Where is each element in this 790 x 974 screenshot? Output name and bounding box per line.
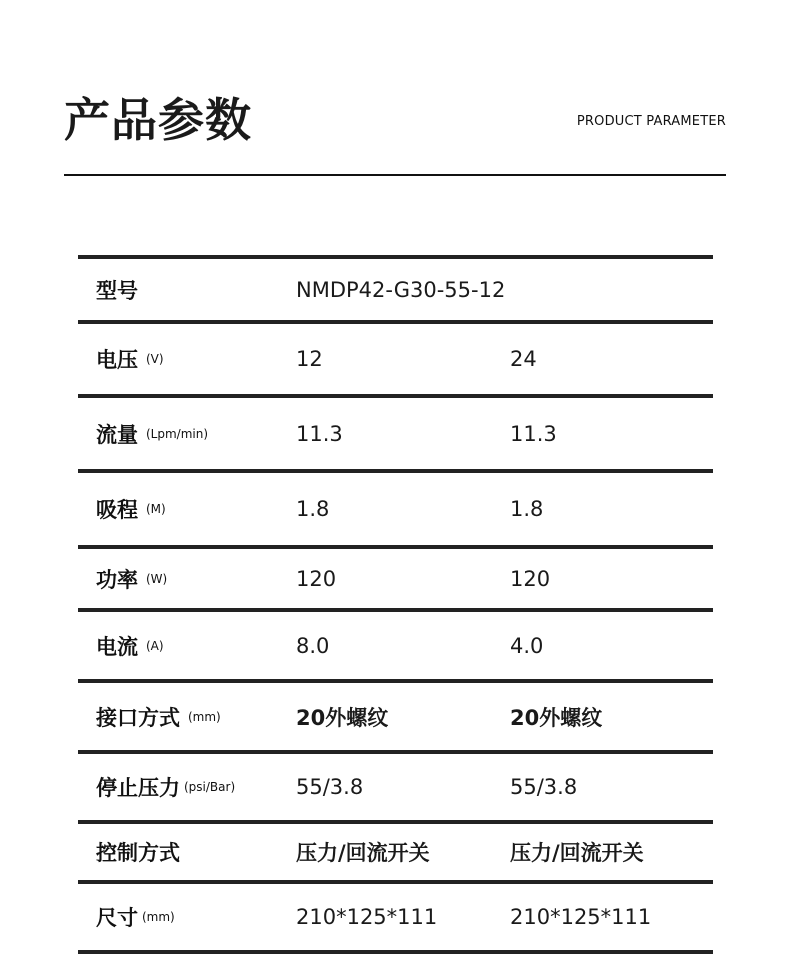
spec-value-1: 压力/回流开关 xyxy=(296,841,430,865)
spec-unit: (psi/Bar) xyxy=(184,780,236,794)
spec-value-cell xyxy=(296,549,336,608)
spec-value-2: 压力/回流开关 xyxy=(510,841,644,865)
spec-value-cell xyxy=(296,754,363,820)
spec-table xyxy=(78,255,713,954)
spec-value-2: 4.0 xyxy=(510,633,544,658)
spec-value-2: 24 xyxy=(510,347,537,371)
spec-row-voltage xyxy=(78,324,713,398)
spec-row-current xyxy=(78,612,713,683)
spec-label: 型号 xyxy=(96,278,138,303)
header-divider xyxy=(64,174,726,176)
spec-value-2: 210*125*111 xyxy=(510,905,652,929)
spec-value-cell xyxy=(296,473,329,545)
spec-value-1: 12 xyxy=(296,347,323,371)
spec-row-control-mode xyxy=(78,824,713,884)
spec-value-2: 120 xyxy=(510,566,551,591)
spec-label-cell xyxy=(96,398,208,469)
spec-row-connection xyxy=(78,683,713,754)
spec-label: 接口方式 xyxy=(96,705,180,730)
spec-label-cell xyxy=(96,324,164,394)
spec-value-cell xyxy=(510,549,550,608)
spec-value-2: 1.8 xyxy=(510,497,544,521)
spec-label-cell xyxy=(96,683,221,750)
spec-value-2: 20外螺纹 xyxy=(510,705,603,730)
spec-unit: (mm) xyxy=(188,709,221,724)
spec-value-cell xyxy=(510,683,602,750)
spec-row-suction-lift xyxy=(78,473,713,549)
spec-unit: (W) xyxy=(146,571,168,586)
spec-value-cell xyxy=(510,754,577,820)
spec-label-cell xyxy=(96,884,175,950)
spec-value-cell xyxy=(510,612,543,679)
spec-unit: (A) xyxy=(146,638,164,653)
spec-value-cell xyxy=(510,324,537,394)
spec-value-1: 11.3 xyxy=(296,421,343,446)
spec-value-cell xyxy=(296,259,505,320)
spec-value-1: 20外螺纹 xyxy=(296,705,389,730)
spec-label: 电流 xyxy=(96,634,138,659)
spec-label-cell xyxy=(96,612,164,679)
spec-value-2: 55/3.8 xyxy=(510,775,578,799)
spec-unit: (M) xyxy=(146,502,166,516)
spec-value-cell xyxy=(296,824,430,880)
spec-value-cell xyxy=(296,884,437,950)
spec-label-cell xyxy=(96,754,235,820)
spec-value-1: 120 xyxy=(296,566,337,591)
page-subtitle: PRODUCT PARAMETER xyxy=(576,114,726,129)
spec-label: 流量 xyxy=(96,422,138,447)
spec-row-shutoff-pressure xyxy=(78,754,713,824)
spec-row-flow xyxy=(78,398,713,473)
spec-value-cell xyxy=(510,824,644,880)
spec-row-power xyxy=(78,549,713,612)
spec-unit: (V) xyxy=(146,352,164,366)
page-title: 产品参数 xyxy=(64,93,252,147)
spec-value-1: 55/3.8 xyxy=(296,775,364,799)
spec-row-dimensions xyxy=(78,884,713,954)
spec-value-cell xyxy=(296,612,329,679)
spec-unit: (mm) xyxy=(142,910,175,924)
spec-label: 控制方式 xyxy=(96,841,180,865)
spec-value-cell xyxy=(296,398,343,469)
spec-row-model xyxy=(78,259,713,324)
spec-value-2: 11.3 xyxy=(510,421,557,446)
spec-label-cell xyxy=(96,259,138,320)
spec-label-cell xyxy=(96,549,167,608)
spec-value-cell xyxy=(510,884,651,950)
spec-label: 停止压力 xyxy=(96,776,180,800)
spec-value-1: 210*125*111 xyxy=(296,905,438,929)
spec-value: NMDP42-G30-55-12 xyxy=(296,277,506,302)
spec-value-cell xyxy=(510,473,543,545)
spec-label: 尺寸 xyxy=(96,906,138,930)
spec-label-cell xyxy=(96,473,166,545)
spec-value-cell xyxy=(510,398,557,469)
spec-value-cell xyxy=(296,683,388,750)
spec-unit: (Lpm/min) xyxy=(146,426,209,441)
spec-value-cell xyxy=(296,324,323,394)
spec-label: 吸程 xyxy=(96,498,138,522)
spec-value-1: 8.0 xyxy=(296,633,330,658)
spec-value-1: 1.8 xyxy=(296,497,330,521)
spec-label: 电压 xyxy=(96,348,138,372)
spec-label-cell xyxy=(96,824,180,880)
spec-label: 功率 xyxy=(96,567,138,592)
